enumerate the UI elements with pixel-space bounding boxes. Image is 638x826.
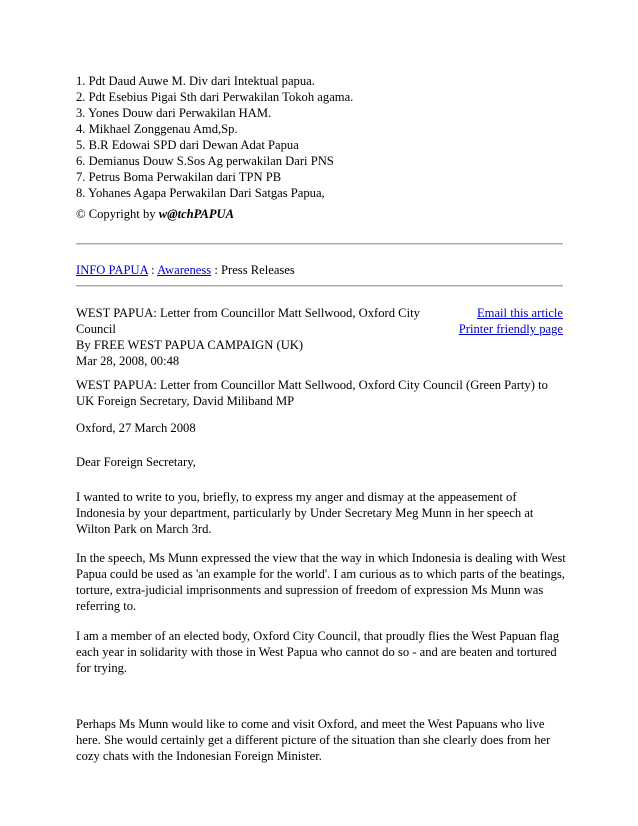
list-item: 3. Yones Douw dari Perwakilan HAM. [76, 106, 272, 120]
breadcrumb-current: Press Releases [221, 263, 295, 277]
subtitle-line: UK Foreign Secretary, David Miliband MP [76, 394, 295, 408]
list-item: 7. Petrus Boma Perwakilan dari TPN PB [76, 170, 282, 184]
signatory-list [76, 73, 563, 201]
list-item: 1. Pdt Daud Auwe M. Div dari Intektual papua. [76, 74, 315, 88]
breadcrumb-separator: : [211, 263, 221, 277]
paragraph-line: I wanted to write to you, briefly, to express my anger and dismay at the appeasement of [76, 490, 517, 504]
paragraph-line: for trying. [76, 661, 128, 675]
divider-top [76, 243, 563, 245]
email-article-link[interactable]: Email this article [476, 306, 563, 320]
list-item: 8. Yohanes Agapa Perwakilan Dari Satgas Papua, [76, 186, 325, 200]
article-subtitle [76, 377, 563, 409]
paragraph-line: Papua could be used as 'an example for the world'. I am curious as to which parts of the beatings, [76, 567, 565, 581]
copyright-author: w@tchPAPUA [158, 207, 235, 221]
subtitle-line: WEST PAPUA: Letter from Councillor Matt Sellwood, Oxford City Council (Green Party) to [76, 378, 548, 392]
paragraph-line: cozy chats with the Indonesian Foreign Minister. [76, 749, 322, 763]
place-date: Oxford, 27 March 2008 [76, 421, 196, 435]
breadcrumb-awareness-link[interactable]: Awareness [157, 263, 212, 277]
salutation: Dear Foreign Secretary, [76, 455, 196, 469]
article-title-line: WEST PAPUA: Letter from Councillor Matt Sellwood, Oxford City [76, 306, 420, 320]
divider-bottom [76, 285, 563, 287]
paragraph-line: Wilton Park on March 3rd. [76, 522, 212, 536]
article-tools [459, 305, 563, 337]
breadcrumb-info-papua-link[interactable]: INFO PAPUA [76, 263, 148, 277]
paragraph-line: referring to. [76, 599, 137, 613]
breadcrumb-separator: : [147, 263, 158, 277]
paragraph-line: Indonesia by your department, particularly by Under Secretary Meg Munn in her speech at [76, 506, 534, 520]
copyright-line [76, 206, 563, 222]
body-paragraph [76, 550, 566, 614]
breadcrumb [76, 262, 563, 278]
printer-friendly-link[interactable]: Printer friendly page [458, 322, 563, 336]
paragraph-line: I am a member of an elected body, Oxford City Council, that proudly flies the West Papuan flag [76, 629, 560, 643]
paragraph-line: Perhaps Ms Munn would like to come and visit Oxford, and meet the West Papuans who live [76, 717, 545, 731]
paragraph-line: each year in solidarity with those in West Papua who cannot do so - and are beaten and tortured [76, 645, 557, 659]
paragraph-line: here. She would certainly get a different picture of the situation than she clearly does from her [76, 733, 551, 747]
article-date: Mar 28, 2008, 00:48 [76, 354, 180, 368]
body-paragraph [76, 489, 563, 537]
list-item: 5. B.R Edowai SPD dari Dewan Adat Papua [76, 138, 299, 152]
copyright-prefix: © Copyright by [76, 207, 159, 221]
paragraph-line: In the speech, Ms Munn expressed the view that the way in which Indonesia is dealing with West [76, 551, 566, 565]
paragraph-line: torture, extra-judicial imprisonments and supression of freedom of expression Ms Munn was [76, 583, 544, 597]
list-item: 6. Demianus Douw S.Sos Ag perwakilan Dari PNS [76, 154, 334, 168]
list-item: 2. Pdt Esebius Pigai Sth dari Perwakilan Tokoh agama. [76, 90, 354, 104]
body-paragraph [76, 628, 563, 676]
list-item: 4. Mikhael Zonggenau Amd,Sp. [76, 122, 238, 136]
article-byline: By FREE WEST PAPUA CAMPAIGN (UK) [76, 338, 304, 352]
body-paragraph [76, 716, 563, 764]
article-title-line: Council [76, 322, 116, 336]
